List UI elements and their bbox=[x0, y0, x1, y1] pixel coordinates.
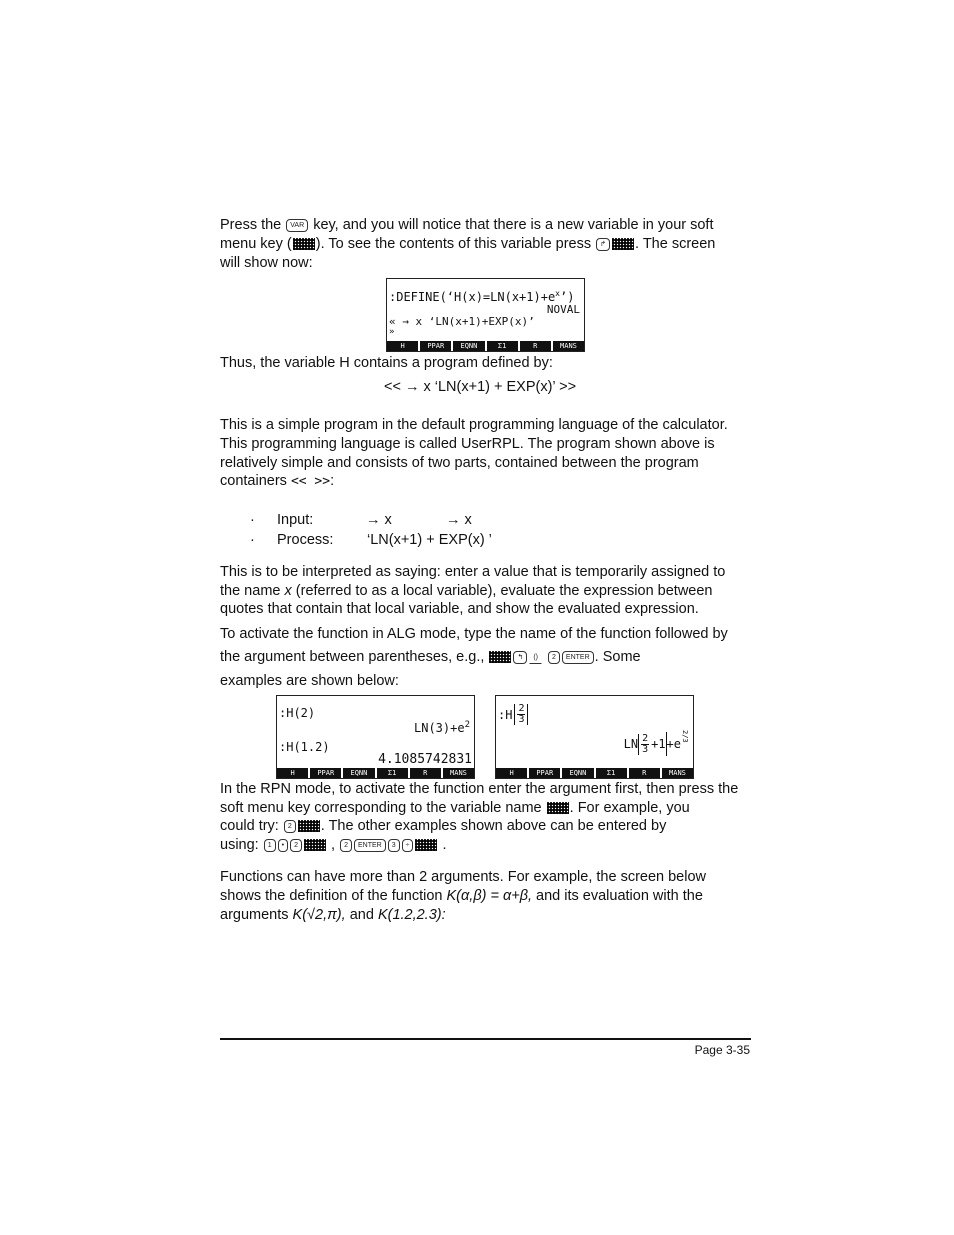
soft-menu-bar bbox=[277, 768, 474, 778]
soft-menu-key-icon bbox=[304, 839, 326, 851]
text: . Some bbox=[594, 649, 641, 665]
dot-key: • bbox=[278, 839, 288, 852]
screen-result: 4.1085742831 bbox=[378, 752, 472, 767]
para6-line2 bbox=[220, 799, 690, 818]
calculator-screen-alg-examples bbox=[276, 695, 475, 779]
bullet-dot: · bbox=[250, 512, 255, 528]
para1-line2 bbox=[220, 235, 715, 254]
screen-sup: 2 bbox=[464, 720, 470, 730]
right-shift-key-icon: ↱ bbox=[596, 238, 610, 251]
soft-menu-key-icon bbox=[612, 238, 634, 250]
enter-key: ENTER bbox=[562, 651, 594, 664]
menu-label: PPAR bbox=[310, 768, 341, 778]
para6-line3 bbox=[220, 817, 666, 836]
para5-line2 bbox=[220, 648, 641, 667]
para3-line2: This programming language is called UserRPL. The program shown above is bbox=[220, 436, 715, 452]
soft-menu-key-icon bbox=[547, 802, 569, 814]
program-containers: << >> bbox=[290, 474, 331, 489]
formula: K(√2,π), bbox=[292, 907, 346, 923]
soft-menu-bar bbox=[387, 341, 584, 351]
menu-label: Σ1 bbox=[487, 341, 518, 351]
para7-line2 bbox=[220, 887, 703, 906]
para3-line1: This is a simple program in the default programming language of the calculator. bbox=[220, 417, 728, 433]
text: . The screen bbox=[635, 236, 716, 252]
text: menu key ( bbox=[220, 236, 292, 252]
screen-text: :H(2) bbox=[279, 706, 316, 720]
para5-line3: examples are shown below: bbox=[220, 673, 399, 689]
text: the name bbox=[220, 583, 281, 599]
bullet-col1: → x bbox=[366, 512, 392, 528]
page-number: Page 3-35 bbox=[694, 1043, 750, 1057]
screen-text: LN(3)+e bbox=[414, 721, 465, 735]
italic-var: x bbox=[284, 583, 292, 599]
para2-line1: Thus, the variable H contains a program defined by: bbox=[220, 355, 553, 371]
menu-label: H bbox=[387, 341, 418, 351]
formula: K(1.2,2.3): bbox=[377, 907, 446, 923]
menu-label: Σ1 bbox=[596, 768, 627, 778]
one-key: 1 bbox=[264, 839, 276, 852]
enter-key: ENTER bbox=[354, 839, 386, 852]
var-key: VAR bbox=[286, 219, 308, 232]
screen-text: :DEFINE(‘H(x)=LN(x+1)+e bbox=[389, 290, 556, 304]
screen-text: LN bbox=[623, 737, 639, 751]
screen-line bbox=[498, 704, 528, 725]
menu-label: MANS bbox=[553, 341, 584, 351]
bullet-dot: · bbox=[250, 532, 255, 548]
screen-result bbox=[414, 720, 470, 735]
menu-label: H bbox=[277, 768, 308, 778]
menu-label: H bbox=[496, 768, 527, 778]
screen-text: +e bbox=[666, 737, 681, 751]
para4-line2 bbox=[220, 582, 713, 601]
menu-label: MANS bbox=[662, 768, 693, 778]
three-key: 3 bbox=[388, 839, 400, 852]
screen-text: :H(1.2) bbox=[279, 740, 330, 754]
text: soft menu key corresponding to the variable name bbox=[220, 800, 542, 816]
menu-label: EQNN bbox=[453, 341, 484, 351]
menu-label: Σ1 bbox=[377, 768, 408, 778]
screen-fraction bbox=[514, 704, 528, 725]
text: and its evaluation with the bbox=[536, 888, 703, 904]
two-key: 2 bbox=[340, 839, 352, 852]
text: could try: bbox=[220, 818, 279, 834]
para7-line3 bbox=[220, 906, 446, 925]
screen-fraction bbox=[638, 734, 651, 755]
calculator-screen-fraction-example bbox=[495, 695, 694, 779]
fraction-num: 2 bbox=[642, 732, 649, 744]
para4-line1: This is to be interpreted as saying: enter a value that is temporarily assigned to bbox=[220, 564, 726, 580]
screen-text: :H bbox=[498, 707, 513, 722]
para3-line4 bbox=[220, 472, 334, 491]
soft-menu-key-icon bbox=[298, 820, 320, 832]
text: . For example, you bbox=[569, 800, 690, 816]
para6-line1: In the RPN mode, to activate the function enter the argument first, then press the bbox=[220, 781, 739, 797]
soft-menu-key-icon bbox=[415, 839, 437, 851]
soft-menu-bar bbox=[496, 768, 693, 778]
text: key, and you will notice that there is a new variable in your soft bbox=[313, 217, 714, 233]
screen-program: « → x ‘LN(x+1)+EXP(x)’ bbox=[389, 315, 535, 328]
left-shift-key-icon: ↰ bbox=[513, 651, 527, 664]
two-key: 2 bbox=[284, 820, 296, 833]
menu-label: R bbox=[629, 768, 660, 778]
para5-line1: To activate the function in ALG mode, type the name of the function followed by bbox=[220, 626, 728, 642]
two-key: 2 bbox=[290, 839, 302, 852]
menu-label: EQNN bbox=[343, 768, 374, 778]
fraction-num: 2 bbox=[518, 703, 525, 714]
para4-line3: quotes that contain that local variable, and show the evaluated expression. bbox=[220, 601, 699, 617]
text: the argument between parentheses, e.g., bbox=[220, 649, 485, 665]
divide-key: ÷ bbox=[402, 839, 414, 852]
soft-menu-key-icon bbox=[293, 238, 315, 250]
screen-sup: x bbox=[555, 289, 560, 298]
bullet-col1: ‘LN(x+1) + EXP(x) ’ bbox=[367, 532, 492, 548]
para1-line3: will show now: bbox=[220, 255, 313, 271]
text: . The other examples shown above can be entered by bbox=[320, 818, 667, 834]
program-listing: << → x ‘LN(x+1) + EXP(x)’ >> bbox=[384, 379, 577, 395]
fraction-den: 3 bbox=[642, 743, 649, 755]
screen-text: +1 bbox=[651, 737, 666, 751]
formula: K(α,β) = α+β, bbox=[446, 888, 533, 904]
text: , bbox=[331, 837, 336, 853]
menu-label: PPAR bbox=[420, 341, 451, 351]
footer-rule bbox=[220, 1038, 751, 1040]
screen-sup: 2/3 bbox=[681, 729, 689, 743]
text: . bbox=[442, 837, 447, 853]
para6-line4 bbox=[220, 836, 447, 855]
text: arguments bbox=[220, 907, 289, 923]
menu-label: R bbox=[520, 341, 551, 351]
screen-line: $:DEFINE(‘H(x)=LN(x+1)+e^x’)$ bbox=[389, 289, 575, 304]
bullet-col2: → x bbox=[446, 512, 472, 528]
para1-line1 bbox=[220, 216, 714, 235]
text: Press the bbox=[220, 217, 282, 233]
text: containers bbox=[220, 473, 287, 489]
text: and bbox=[349, 907, 374, 923]
para3-line3: relatively simple and consists of two parts, contained between the program bbox=[220, 455, 699, 471]
text: using: bbox=[220, 837, 259, 853]
soft-menu-key-icon bbox=[489, 651, 511, 663]
para7-line1: Functions can have more than 2 arguments. For example, the screen below bbox=[220, 869, 707, 885]
screen-close: » bbox=[389, 327, 395, 337]
menu-label: PPAR bbox=[529, 768, 560, 778]
screen-noval: NOVAL bbox=[546, 303, 580, 316]
paren-key: () bbox=[529, 651, 542, 664]
bullet-label: Process: bbox=[277, 532, 334, 548]
text: shows the definition of the function bbox=[220, 888, 443, 904]
text: : bbox=[330, 473, 335, 489]
menu-label: MANS bbox=[443, 768, 474, 778]
fraction-den: 3 bbox=[518, 714, 525, 725]
bullet-label: Input: bbox=[277, 512, 314, 528]
calculator-screen-define bbox=[386, 278, 585, 352]
text: ). To see the contents of this variable press bbox=[315, 236, 592, 252]
menu-label: EQNN bbox=[562, 768, 593, 778]
screen-result bbox=[623, 729, 689, 756]
menu-label: R bbox=[410, 768, 441, 778]
text: (referred to as a local variable), evaluate the expression between bbox=[295, 583, 713, 599]
two-key: 2 bbox=[548, 651, 560, 664]
